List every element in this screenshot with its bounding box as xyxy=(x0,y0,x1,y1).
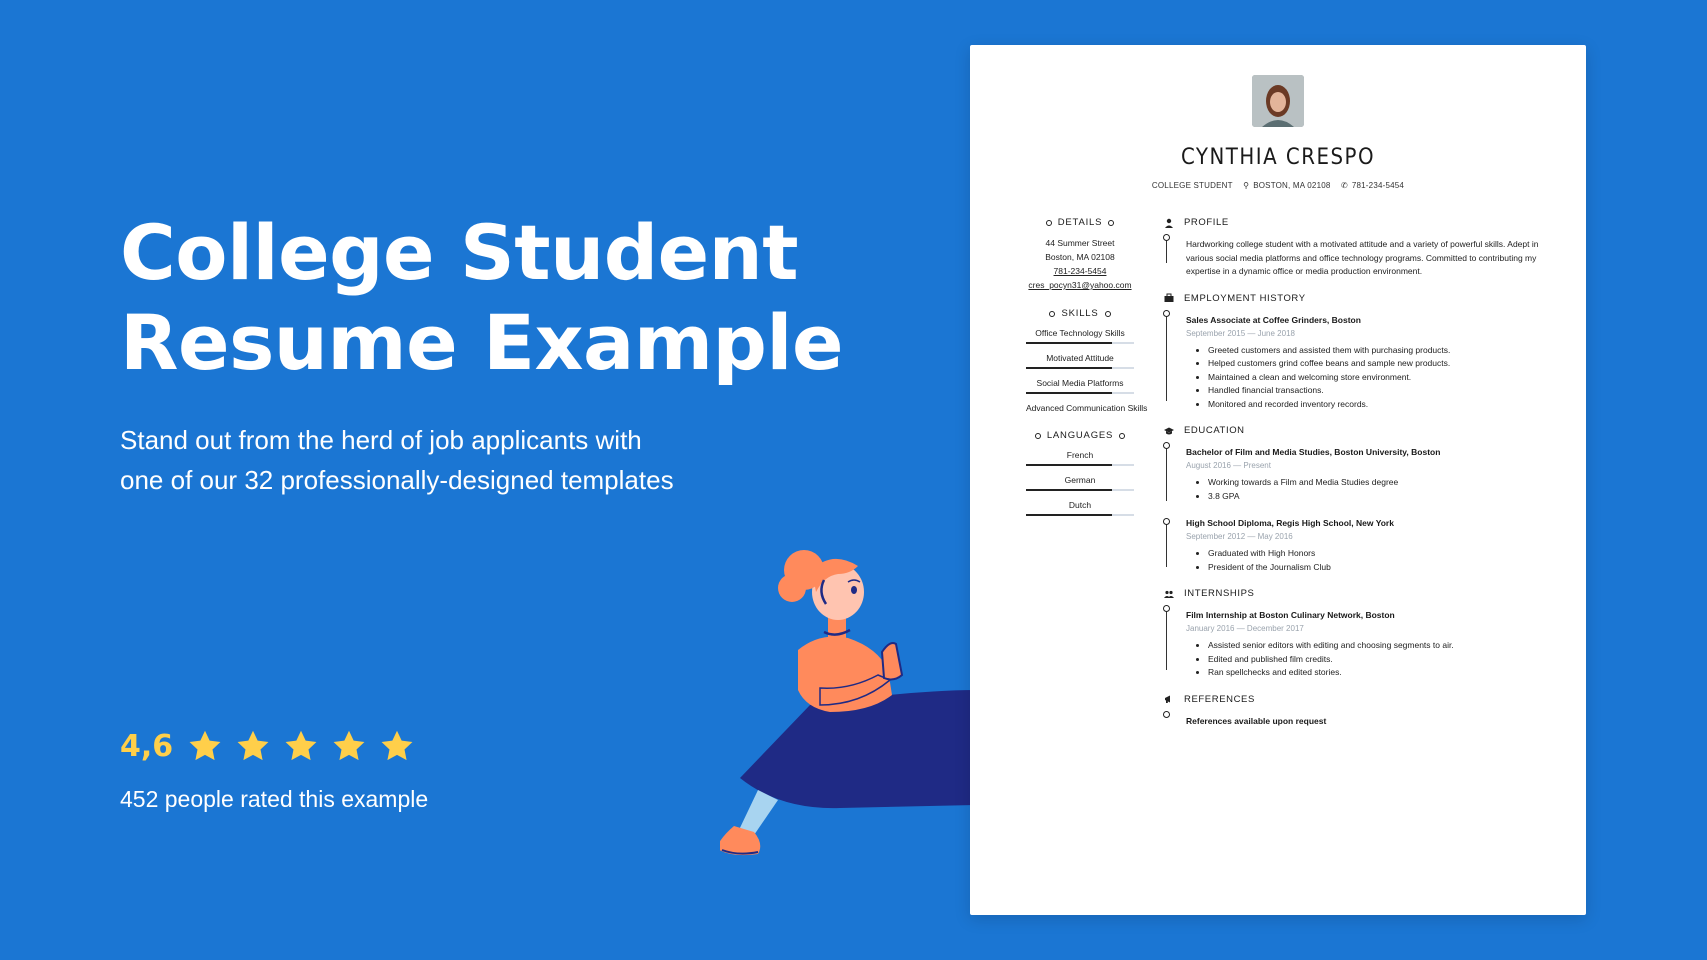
bullet-item: • Handled financial transactions. xyxy=(1208,384,1546,398)
language-label: German xyxy=(1064,475,1096,485)
bullet-item: • Assisted senior editors with editing and choosing segments to air. xyxy=(1208,639,1546,653)
employment-heading-text: EMPLOYMENT HISTORY xyxy=(1184,292,1306,304)
details-phone-link[interactable]: 781-234-5454 xyxy=(1053,266,1107,276)
rating-count: 452 people rated this example xyxy=(120,786,429,812)
education-title: High School Diploma, Regis High School, New York xyxy=(1186,518,1394,528)
profile-section xyxy=(1166,217,1546,279)
star-icon[interactable] xyxy=(379,728,415,764)
education-date: September 2012 — May 2016 xyxy=(1186,532,1293,541)
rating-value: 4,6 xyxy=(120,728,174,764)
resume-name: CYNTHIA CRESPO xyxy=(1180,145,1376,170)
references-heading-text: REFERENCES xyxy=(1184,693,1255,705)
skills-heading-text: SKILLS xyxy=(1061,308,1099,319)
education-date: August 2016 — Present xyxy=(1186,461,1271,470)
resume-main xyxy=(1166,217,1546,728)
job-bullets xyxy=(1166,344,1546,412)
education-bullets xyxy=(1166,476,1546,503)
skill-label: Motivated Attitude xyxy=(1046,353,1114,363)
bullet-item: • Greeted customers and assisted them with purchasing products. xyxy=(1208,344,1546,358)
bullet-item: • Graduated with High Honors xyxy=(1208,547,1546,561)
internships-heading xyxy=(1166,588,1546,599)
education-bullets xyxy=(1166,547,1546,574)
star-icon[interactable] xyxy=(283,728,319,764)
internships-section xyxy=(1166,588,1546,680)
language-item xyxy=(1026,474,1134,491)
languages-heading-text: LANGUAGES xyxy=(1046,430,1114,441)
references-section xyxy=(1166,694,1546,728)
graduation-cap-icon xyxy=(1164,426,1174,436)
education-title: Bachelor of Film and Media Studies, Boston University, Boston xyxy=(1186,447,1441,457)
bullet-item: • Edited and published film credits. xyxy=(1208,653,1546,667)
skill-level-bar xyxy=(1026,342,1134,344)
skill-item xyxy=(1026,352,1134,369)
language-item xyxy=(1026,449,1134,466)
bullet-item: • 3.8 GPA xyxy=(1208,490,1546,504)
details-address2: Boston, MA 02108 xyxy=(1045,252,1115,262)
details-email-link[interactable]: cres_pocyn31@yahoo.com xyxy=(1028,280,1132,290)
rating-widget xyxy=(120,728,427,764)
language-label: French xyxy=(1066,450,1094,460)
page-title-line-2: Resume Example xyxy=(120,298,844,387)
bullet-item: • Maintained a clean and welcoming store environment. xyxy=(1208,371,1546,385)
location-pin-icon: ⚲ xyxy=(1243,181,1250,190)
bullet-item: • Ran spellchecks and edited stories. xyxy=(1208,666,1546,680)
phone-icon: ✆ xyxy=(1340,181,1348,190)
internship-title: Film Internship at Boston Culinary Network, Boston xyxy=(1186,610,1395,620)
page-title xyxy=(120,208,843,388)
education-heading-text: EDUCATION xyxy=(1184,425,1245,436)
skill-item xyxy=(1026,327,1134,344)
megaphone-icon xyxy=(1164,694,1174,704)
contact-location: BOSTON, MA 02108 xyxy=(1253,181,1331,190)
language-level-bar xyxy=(1026,514,1134,516)
skill-item xyxy=(1026,377,1134,394)
bullet-item: • President of the Journalism Club xyxy=(1208,561,1546,575)
language-label: Dutch xyxy=(1068,500,1092,510)
girl-illustration xyxy=(720,540,980,880)
page-title-line-1: College Student xyxy=(120,208,799,297)
page-subtitle: Stand out from the herd of job applicants with one of our 32 professionally-designed templates xyxy=(120,425,674,495)
details-heading xyxy=(1010,217,1150,228)
contact-line xyxy=(970,181,1586,190)
job-date: September 2015 — June 2018 xyxy=(1186,328,1295,338)
skill-label: Office Technology Skills xyxy=(1035,328,1125,338)
languages-heading xyxy=(1010,430,1150,441)
contact-phone: 781-234-5454 xyxy=(1351,181,1405,190)
bullet-item: • Working towards a Film and Media Studies degree xyxy=(1208,476,1546,490)
bullet-item: • Monitored and recorded inventory records. xyxy=(1208,398,1546,412)
contact-title: COLLEGE STUDENT xyxy=(1151,181,1233,190)
profile-heading-text: PROFILE xyxy=(1184,217,1229,228)
details-address1: 44 Summer Street xyxy=(1045,238,1115,248)
briefcase-icon xyxy=(1164,293,1174,303)
star-icon[interactable] xyxy=(235,728,271,764)
resume-document xyxy=(970,45,1586,915)
skills-heading xyxy=(1010,308,1150,319)
internships-heading-text: INTERNSHIPS xyxy=(1184,588,1255,599)
resume-sidebar xyxy=(1010,217,1150,524)
references-heading xyxy=(1166,694,1546,705)
star-icon[interactable] xyxy=(187,728,223,764)
profile-text: Hardworking college student with a motivated attitude and a variety of powerful skills. Adept in various social media platforms and office technology programs. Committed to contributing my expertise in a dynamic office or media production environment. xyxy=(1186,239,1539,276)
language-level-bar xyxy=(1026,464,1134,466)
language-item xyxy=(1026,499,1134,516)
internship-date: January 2016 — December 2017 xyxy=(1186,624,1304,633)
job-title: Sales Associate at Coffee Grinders, Boston xyxy=(1186,314,1361,325)
skill-level-bar xyxy=(1026,367,1134,369)
skill-item xyxy=(1026,402,1148,414)
skill-label: Advanced Communication Skills xyxy=(1026,403,1148,413)
star-icon[interactable] xyxy=(331,728,367,764)
bullet-item: • Helped customers grind coffee beans and sample new products. xyxy=(1208,357,1546,371)
details-heading-text: DETAILS xyxy=(1057,217,1103,228)
education-section xyxy=(1166,425,1546,574)
references-text: References available upon request xyxy=(1186,715,1327,726)
avatar xyxy=(1252,75,1304,127)
person-icon xyxy=(1164,218,1174,228)
internship-bullets xyxy=(1166,639,1546,680)
people-icon xyxy=(1164,589,1174,599)
education-heading xyxy=(1166,425,1546,436)
language-level-bar xyxy=(1026,489,1134,491)
skill-label: Social Media Platforms xyxy=(1036,378,1124,388)
employment-section xyxy=(1166,293,1546,412)
employment-heading xyxy=(1166,293,1546,304)
profile-heading xyxy=(1166,217,1546,228)
skill-level-bar xyxy=(1026,392,1134,394)
